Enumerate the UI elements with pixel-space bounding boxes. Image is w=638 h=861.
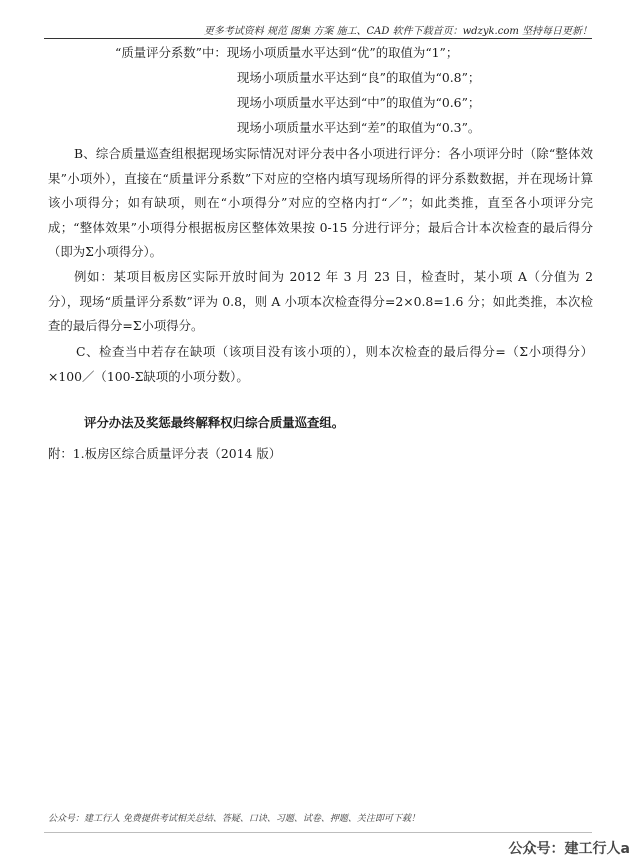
watermark-text: 公众号：建工行人a [508, 841, 630, 857]
header-banner: 更多考试资料 规范 图集 方案 施工、CAD 软件下载首页：wdzyk.com 坚持每日更新！ [203, 26, 592, 37]
interpretation-statement: 评分办法及奖惩最终解释权归综合质量巡查组。 [84, 415, 345, 430]
footer-divider [44, 832, 592, 833]
paragraph-c-text: C、检查当中若存在缺项（该项目没有该小项的），则本次检查的最后得分=（Σ小项得分）×100／（100-Σ缺项的小项分数）。 [48, 344, 593, 384]
coefficient-intro-line: “质量评分系数”中：现场小项质量水平达到“优”的取值为“1”； [115, 45, 459, 60]
header-divider [44, 38, 592, 39]
footer-note: 公众号：建工行人 免费提供考试相关总结、答疑、口诀、习题、试卷、押题、关注即可下载！ [48, 814, 420, 824]
paragraph-b-text: B、综合质量巡查组根据现场实际情况对评分表中各小项进行评分：各小项评分时（除“整体效果”小项外），直接在“质量评分系数”下对应的空格内填写现场所得的评分系数数据，并在现场计算该小项得分；如有缺项，则在“小项得分”对应的空格内打“／”；如此类推，直至各小项评分完成；“整体效果”小项得分根据板房区整体效果按 0-15 分进行评分；最后合计本次检查的最后得分（即为Σ小项得分）。 [48, 146, 593, 259]
coefficient-medium-line: 现场小项质量水平达到“中”的取值为“0.6”； [237, 95, 481, 110]
attachment-line: 附：1.板房区综合质量评分表（2014 版） [48, 446, 282, 461]
coefficient-good-line: 现场小项质量水平达到“良”的取值为“0.8”； [237, 70, 481, 85]
paragraph-b [48, 142, 593, 265]
paragraph-example [48, 265, 593, 339]
paragraph-example-text: 例如：某项目板房区实际开放时间为 2012 年 3 月 23 日，检查时，某小项 A（分值为 2 分），现场“质量评分系数”评为 0.8，则 A 小项本次检查得分=2×0.8=1.6 分；如此类推，本次检查的最后得分=Σ小项得分。 [48, 269, 593, 333]
coefficient-poor-line: 现场小项质量水平达到“差”的取值为“0.3”。 [237, 120, 481, 135]
paragraph-c [48, 340, 593, 389]
